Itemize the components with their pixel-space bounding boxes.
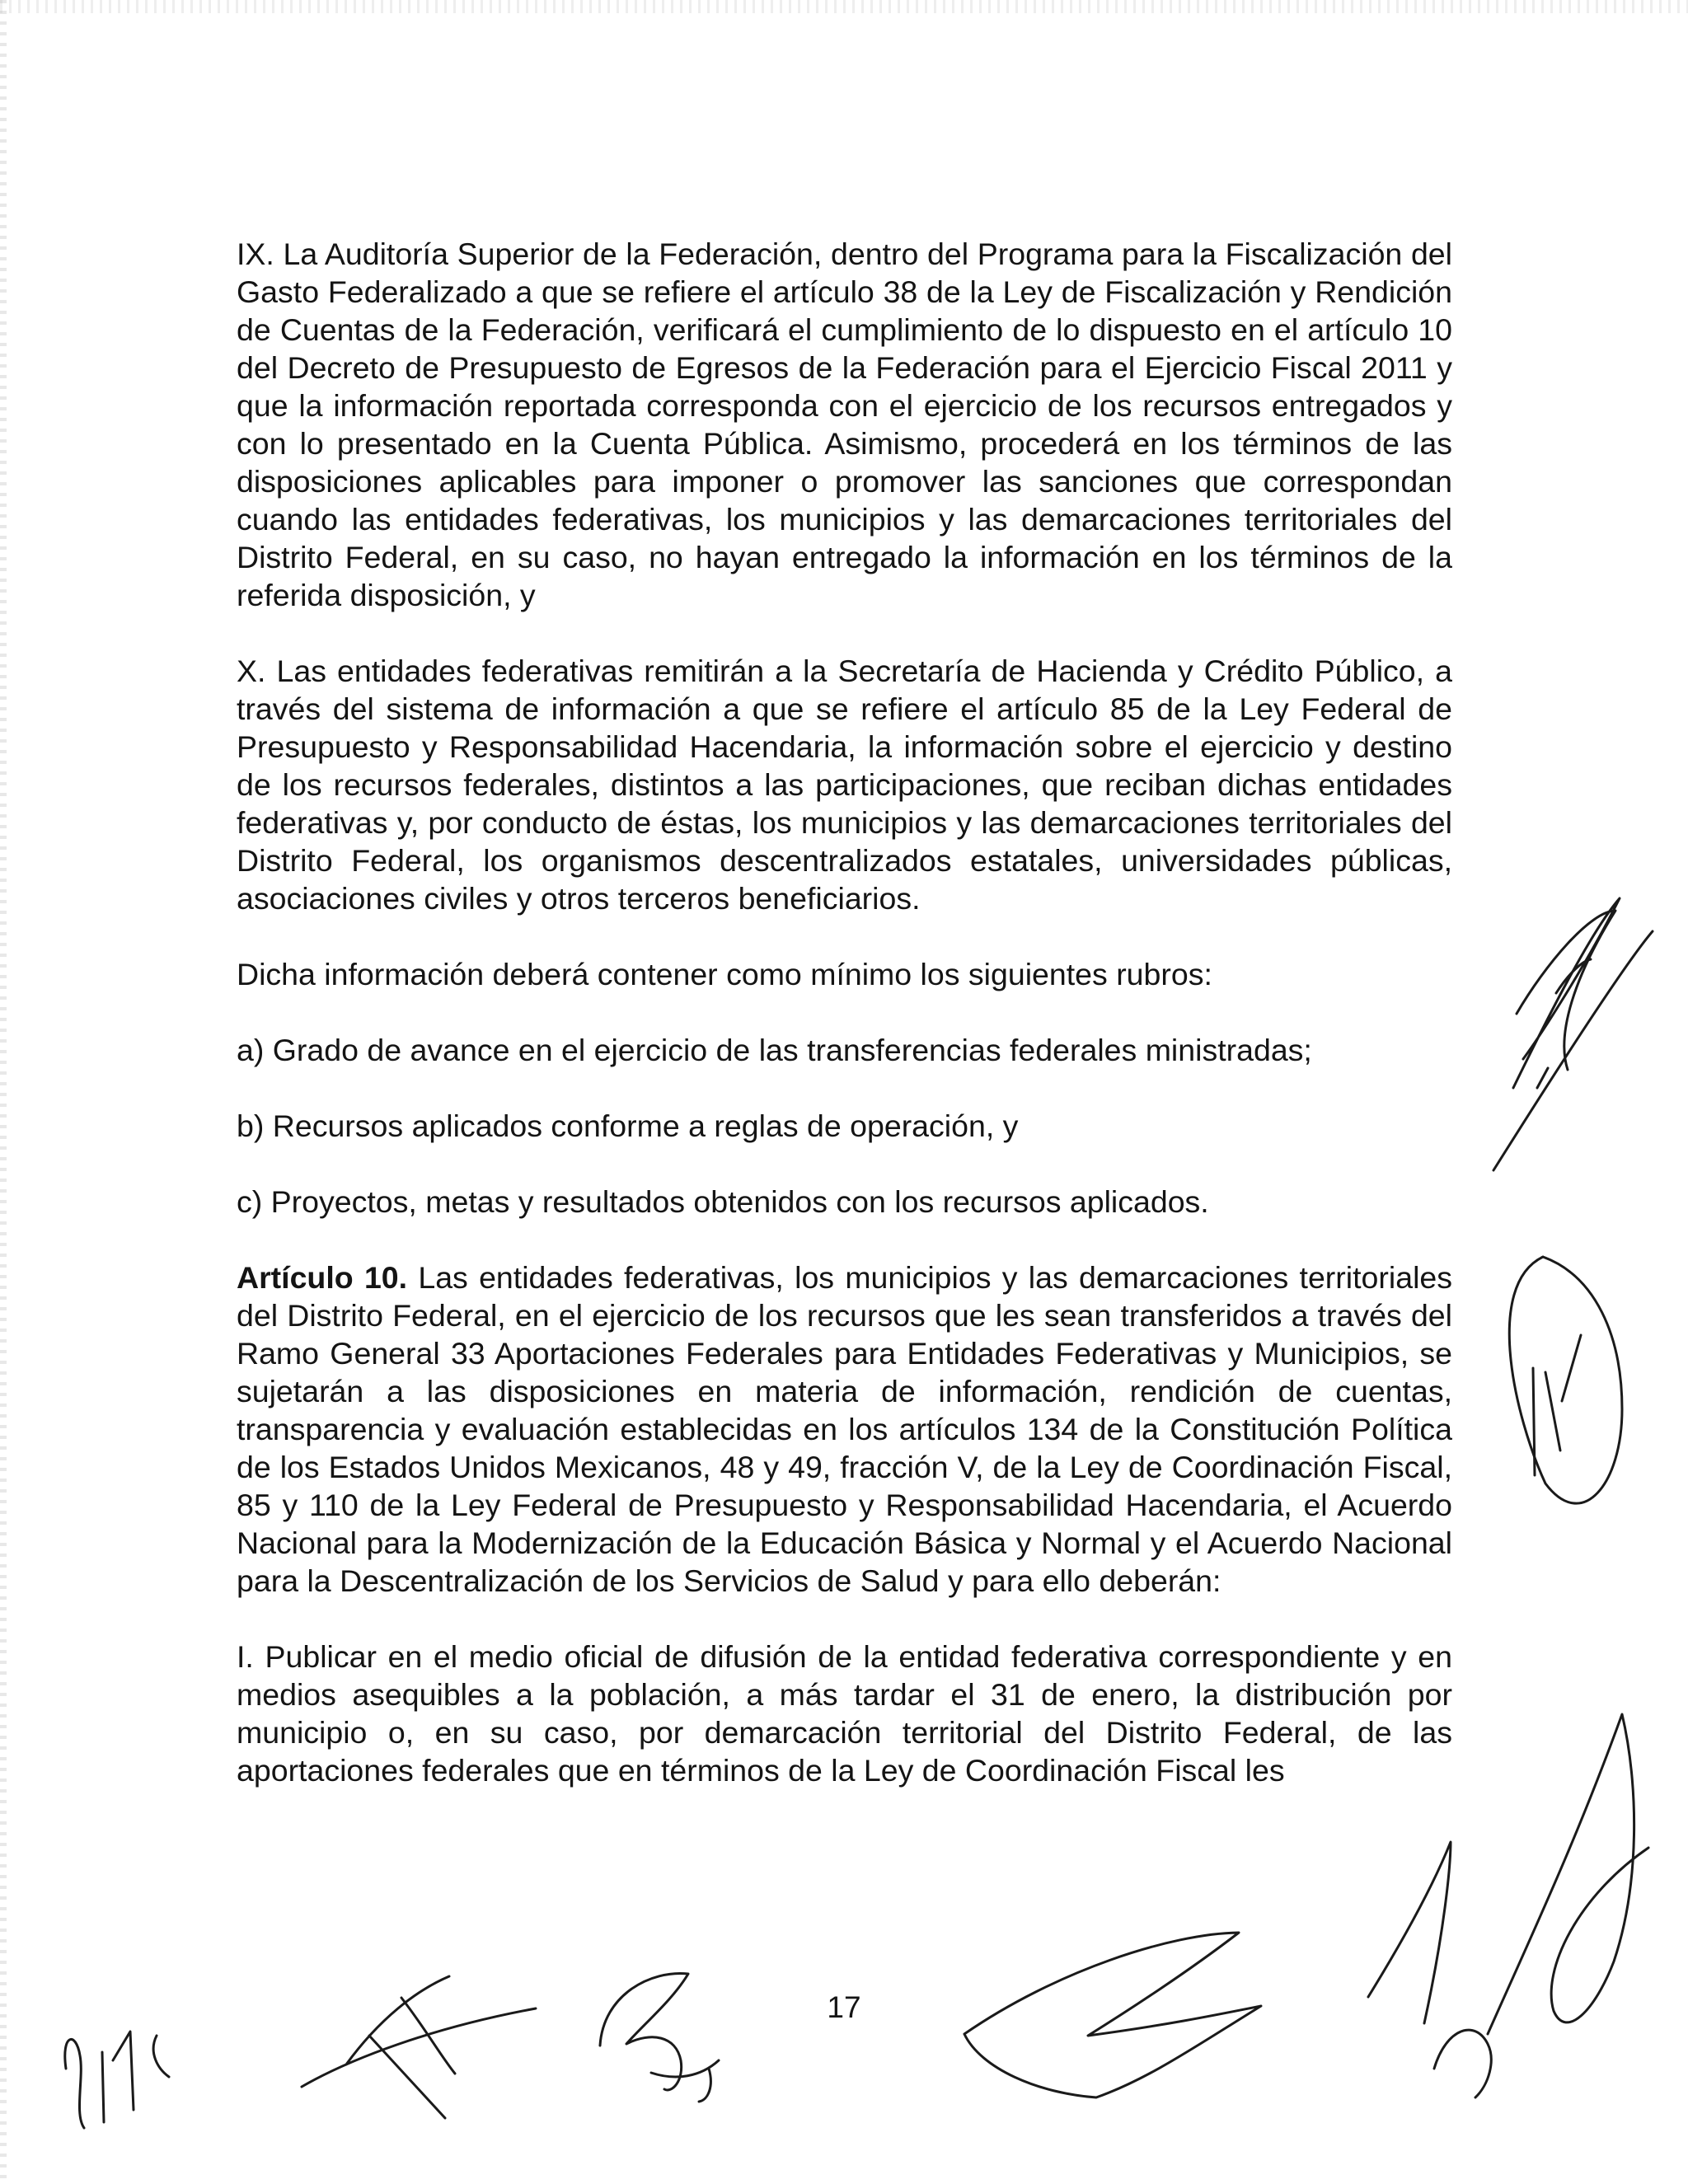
page-number: 17 — [827, 1990, 861, 2024]
paragraph-ix: IX. La Auditoría Superior de la Federación, dentro del Programa para la Fiscalización del Gasto Federalizado a que se refiere el artículo 38 de la Ley de Fiscalización y Rendición de Cuentas de la Federación, verificará el cumplimiento de lo dispuesto en el artículo 10 del Decreto de Presupuesto de Egresos de la Federación para el Ejercicio Fiscal 2011 y que la información reportada corresponda con el ejercicio de los recursos entregados y con lo presentado en la Cuenta Pública. Asimismo, procederá en los términos de las disposiciones aplicables para imponer o promover las sanciones que correspondan cuando las entidades federativas, los municipios y las demarcaciones territoriales del Distrito Federal, en su caso, no hayan entregado la información en los términos de la referida disposición, y — [237, 237, 1452, 612]
list-item-b: b) Recursos aplicados conforme a reglas de operación, y — [237, 1108, 1019, 1143]
list-item-a: a) Grado de avance en el ejercicio de las transferencias federales ministradas; — [237, 1033, 1312, 1067]
paragraph-x: X. Las entidades federativas remitirán a la Secretaría de Hacienda y Crédito Público, a través del sistema de información a que se refiere el artículo 85 de la Ley Federal de Presupuesto y Responsabilidad Hacendaria, la información sobre el ejercicio y destino de los recursos federales, distintos a las participaciones, que reciban dichas entidades federativas y, por conducto de éstas, los municipios y las demarcaciones territoriales del Distrito Federal, los organismos descentralizados estatales, universidades públicas, asociaciones civiles y otros terceros beneficiarios. — [237, 654, 1452, 916]
paragraph-dicha-informacion: Dicha información deberá contener como mínimo los siguientes rubros: — [237, 957, 1212, 991]
article-heading: Artículo 10. — [237, 1260, 408, 1295]
right-margin-signature-2 — [1509, 1257, 1622, 1503]
article-text: Las entidades federativas, los municipios y las demarcaciones territoriales del Distrito Federal, en el ejercicio de los recursos que les sean transferidos a través del Ramo General 33 Aportaciones Federales para Entidades Federativas y Municipios, se sujetarán a las disposiciones en materia de información, rendición de cuentas, transparencia y evaluación establecidas en los artículos 134 de la Constitución Política de los Estados Unidos Mexicanos, 48 y 49, fracción V, de la Ley de Coordinación Fiscal, 85 y 110 de la Ley Federal de Presupuesto y Responsabilidad Hacendaria, el Acuerdo Nacional para la Modernización de la Educación Básica y Normal y el Acuerdo Nacional para la Descentralización de los Servicios de Salud y para ello deberán: — [237, 1260, 1453, 1598]
document-body — [237, 235, 1452, 1789]
scan-edge-left — [0, 0, 7, 2184]
bottom-left-initials — [65, 2032, 169, 2128]
list-item-c: c) Proyectos, metas y resultados obtenidos con los recursos aplicados. — [237, 1184, 1209, 1219]
right-margin-signature-1 — [1493, 898, 1653, 1170]
scan-edge-top — [0, 0, 1688, 13]
paragraph-i: I. Publicar en el medio oficial de difusión de la entidad federativa correspondiente y en medios asequibles a la población, a más tardar el 31 de enero, la distribución por municipio o, en su caso, por demarcación territorial del Distrito Federal, de las aportaciones federales que en términos de la Ley de Coordinación Fiscal les — [237, 1639, 1452, 1788]
paragraph-articulo-10 — [237, 1258, 1452, 1600]
